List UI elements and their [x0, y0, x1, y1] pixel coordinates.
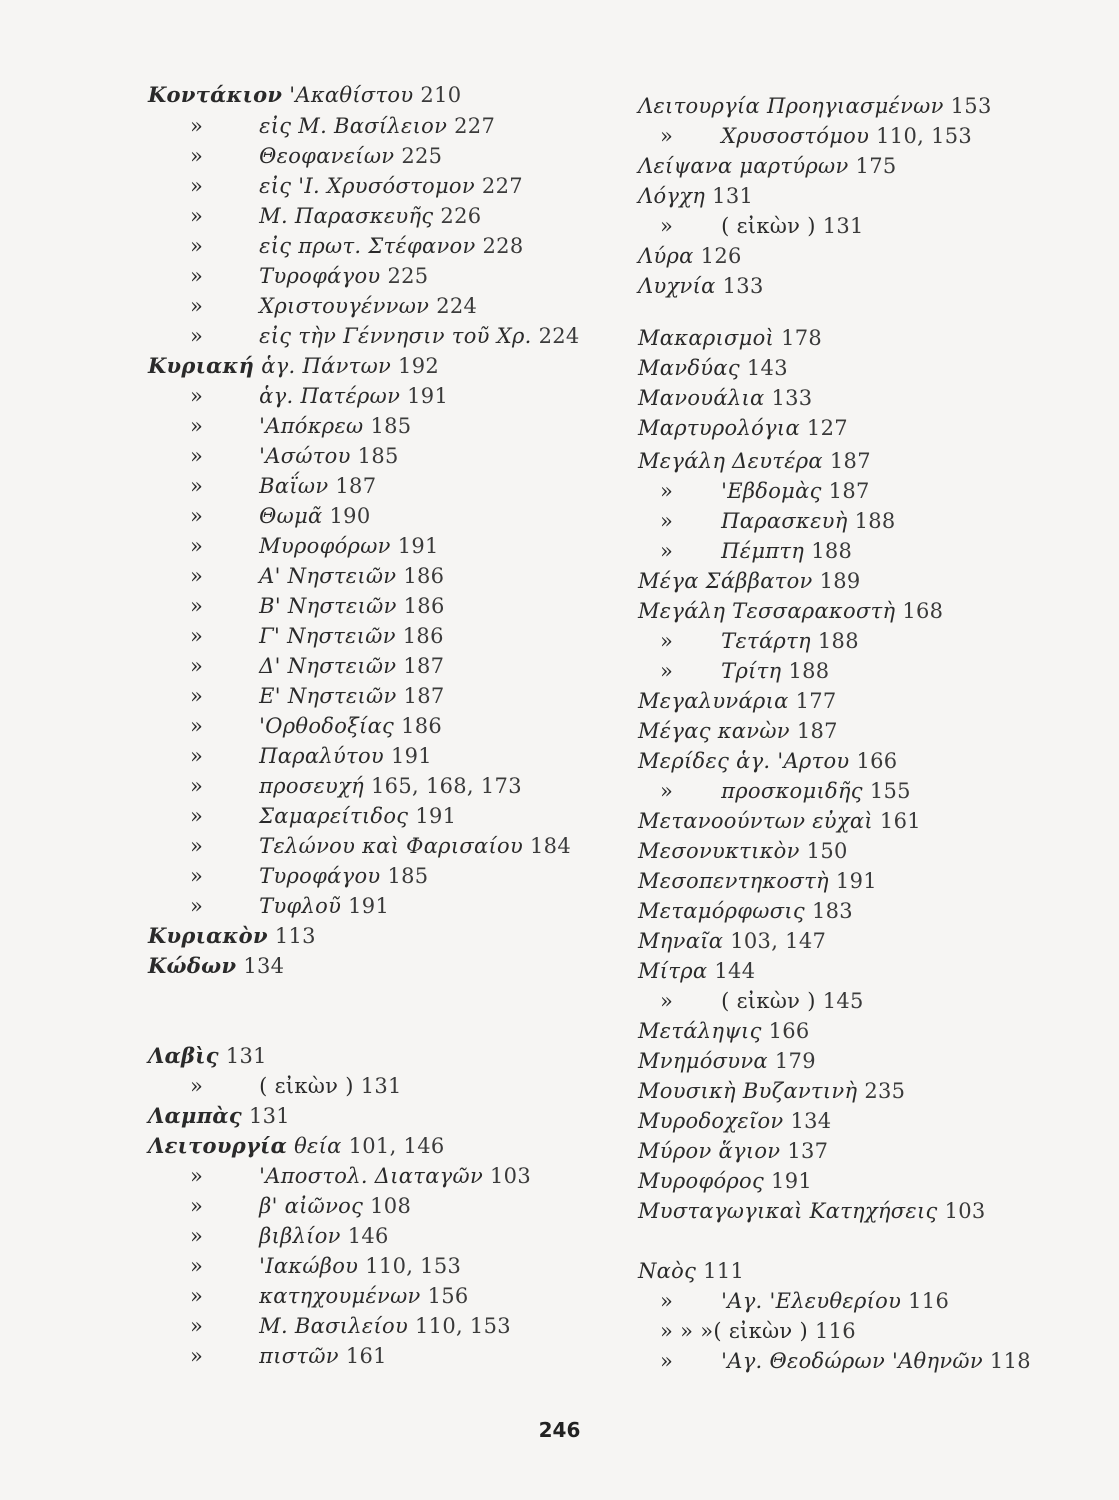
left-entry	[190, 1193, 411, 1219]
index-term: εἰς Μ. Βασίλειον	[259, 114, 448, 138]
index-term: Σαμαρείτιδος	[259, 804, 409, 828]
ditto-mark: »	[190, 474, 204, 498]
index-term: Λύρα	[638, 244, 694, 268]
index-term: ( εἰκὼν )	[713, 1319, 808, 1343]
index-term: Τυφλοῦ	[259, 894, 342, 918]
ditto-mark: »	[190, 624, 204, 648]
left-entry	[148, 953, 284, 979]
ditto-mark: »	[190, 834, 204, 858]
ditto-mark: »	[660, 479, 674, 503]
page-reference: 235	[864, 1079, 906, 1103]
index-term: 'Ακαθίστου	[289, 83, 414, 107]
ditto-mark: »	[190, 1224, 204, 1248]
index-heading: Λειτουργία	[148, 1133, 288, 1158]
ditto-mark: »	[190, 894, 204, 918]
left-entry	[190, 1283, 469, 1309]
index-term: Μακαρισμοὶ	[638, 326, 775, 350]
page-reference: 225	[401, 144, 443, 168]
page-reference: 150	[806, 839, 848, 863]
page-reference: 185	[357, 444, 399, 468]
right-entry	[638, 1198, 986, 1224]
index-term: Μηναῖα	[638, 929, 724, 953]
ditto-mark: »	[190, 414, 204, 438]
index-term: θεία	[294, 1134, 342, 1158]
index-term: Μεγαλυνάρια	[638, 689, 789, 713]
left-entry	[190, 203, 481, 229]
right-entry	[638, 1258, 744, 1284]
page-reference: 161	[879, 809, 921, 833]
left-entry	[190, 113, 495, 139]
right-entry	[638, 928, 826, 954]
index-term: ( εἰκὼν )	[721, 214, 816, 238]
right-entry	[638, 748, 897, 774]
page-reference: 189	[819, 569, 861, 593]
right-entry	[638, 1048, 816, 1074]
index-term: πιστῶν	[259, 1344, 339, 1368]
right-entry	[638, 183, 753, 209]
page-reference: 188	[788, 659, 830, 683]
index-term: ( εἰκὼν )	[259, 1074, 354, 1098]
left-entry	[190, 833, 571, 859]
left-entry	[190, 323, 580, 349]
index-term: βιβλίον	[259, 1224, 341, 1248]
page-reference: 103	[490, 1164, 531, 1188]
ditto-mark: »	[660, 1289, 674, 1313]
index-term: Μερίδες ἁγ. 'Αρτου	[638, 749, 850, 773]
right-entry	[638, 243, 742, 269]
page-reference: 166	[856, 749, 898, 773]
page-reference: 185	[370, 414, 412, 438]
index-term: Μεσονυκτικὸν	[638, 839, 800, 863]
index-heading: Κυριακὸν	[148, 923, 268, 948]
index-term: Μανδύας	[638, 356, 740, 380]
page-reference: 103, 147	[730, 929, 827, 953]
left-entry	[190, 593, 445, 619]
left-entry	[190, 563, 444, 589]
index-term: Β' Νηστειῶν	[259, 594, 397, 618]
page-reference: 101, 146	[348, 1134, 445, 1158]
right-entry	[638, 1168, 812, 1194]
ditto-mark: »	[190, 564, 204, 588]
index-term: Μανουάλια	[638, 386, 765, 410]
page-reference: 134	[790, 1109, 832, 1133]
left-entry	[148, 353, 439, 379]
ditto-mark: »	[190, 294, 204, 318]
ditto-mark: »	[660, 989, 674, 1013]
index-term: Μέγας κανὼν	[638, 719, 790, 743]
right-entry	[638, 448, 871, 474]
page-reference: 188	[811, 539, 853, 563]
index-term: Μυροδοχεῖον	[638, 1109, 784, 1133]
page-reference: 226	[440, 204, 482, 228]
page-reference: 190	[329, 504, 371, 528]
ditto-mark: »	[660, 509, 674, 533]
right-entry	[638, 1108, 831, 1134]
left-entry	[190, 803, 456, 829]
ditto-mark: »	[190, 774, 204, 798]
ditto-mark: »	[190, 804, 204, 828]
right-entry	[638, 355, 788, 381]
page-reference: 186	[403, 564, 445, 588]
index-heading: Κώδων	[148, 953, 237, 978]
ditto-mark: »	[190, 264, 204, 288]
index-term: Παραλύτου	[259, 744, 384, 768]
left-entry	[190, 1253, 461, 1279]
right-entry	[638, 838, 848, 864]
page-reference: 224	[436, 294, 478, 318]
page-reference: 191	[415, 804, 457, 828]
index-term: Λυχνία	[638, 274, 716, 298]
page-reference: 184	[530, 834, 571, 858]
page-reference: 143	[746, 356, 788, 380]
page-reference: 228	[482, 234, 524, 258]
index-term: Τυροφάγου	[259, 864, 381, 888]
ditto-mark: »	[190, 234, 204, 258]
ditto-mark: »	[660, 659, 674, 683]
page-reference: 153	[950, 94, 992, 118]
page-reference: 127	[806, 416, 848, 440]
index-term: Μεταμόρφωσις	[638, 899, 805, 923]
page-reference: 131	[248, 1104, 290, 1128]
index-term: Μνημόσυνα	[638, 1049, 768, 1073]
index-heading: Κυριακή	[148, 353, 255, 378]
page-reference: 186	[403, 594, 445, 618]
index-term: Δ' Νηστειῶν	[259, 654, 397, 678]
left-entry	[148, 1133, 445, 1159]
page-reference: 168	[902, 599, 944, 623]
ditto-mark: »	[190, 714, 204, 738]
ditto-mark: »	[190, 684, 204, 708]
page-reference: 175	[855, 154, 897, 178]
index-term: εἰς πρωτ. Στέφανον	[259, 234, 476, 258]
left-entry	[148, 82, 461, 108]
index-term: Μυροφόρων	[259, 534, 391, 558]
index-term: Μίτρα	[638, 959, 708, 983]
page-reference: 137	[787, 1139, 829, 1163]
page-reference: 144	[714, 959, 756, 983]
left-entry	[190, 233, 524, 259]
ditto-mark: »	[660, 124, 674, 148]
right-entry	[638, 568, 861, 594]
right-entry	[660, 1288, 949, 1314]
left-entry	[190, 653, 444, 679]
right-entry	[638, 808, 921, 834]
page-reference: 224	[538, 324, 580, 348]
page-reference: 191	[390, 744, 432, 768]
page-reference: 225	[387, 264, 429, 288]
ditto-mark: »	[190, 864, 204, 888]
index-term: 'Ορθοδοξίας	[259, 714, 395, 738]
index-term: 'Ιακώβου	[259, 1254, 359, 1278]
index-term: 'Εβδομὰς	[721, 479, 822, 503]
index-term: Μυσταγωγικαὶ Κατηχήσεις	[638, 1199, 938, 1223]
page-reference: 146	[347, 1224, 389, 1248]
page-reference: 156	[427, 1284, 469, 1308]
index-term: ( εἰκὼν )	[721, 989, 816, 1013]
index-term: προσευχή	[259, 774, 365, 798]
page-reference: 133	[722, 274, 764, 298]
right-entry	[638, 1018, 810, 1044]
page-reference: 179	[774, 1049, 816, 1073]
index-term: Ναὸς	[638, 1259, 697, 1283]
page-reference: 131	[225, 1044, 267, 1068]
index-heading: Λαμπὰς	[148, 1103, 242, 1128]
left-entry	[190, 1073, 402, 1099]
index-heading: Κοντάκιον	[148, 82, 283, 107]
ditto-mark: »	[190, 1194, 204, 1218]
index-term: Α' Νηστειῶν	[259, 564, 397, 588]
left-entry	[190, 413, 411, 439]
index-term: 'Ασώτου	[259, 444, 351, 468]
right-entry	[660, 988, 864, 1014]
index-term: Γ' Νηστειῶν	[259, 624, 396, 648]
right-entry	[638, 598, 943, 624]
right-entry	[638, 325, 822, 351]
right-entry	[638, 153, 897, 179]
right-entry	[660, 1348, 1031, 1374]
left-entry	[190, 1163, 531, 1189]
page-reference: 191	[348, 894, 390, 918]
left-entry	[190, 1223, 389, 1249]
page-reference: 210	[420, 83, 462, 107]
page-reference: 188	[817, 629, 859, 653]
left-entry	[190, 743, 432, 769]
right-entry	[660, 478, 870, 504]
left-entry	[190, 623, 444, 649]
right-entry	[638, 415, 848, 441]
right-entry	[660, 1318, 856, 1344]
index-term: Χρυσοστόμου	[721, 124, 870, 148]
page-reference: 178	[781, 326, 823, 350]
page-reference: 110, 153	[876, 124, 973, 148]
ditto-mark: »	[190, 1344, 204, 1368]
left-entry	[190, 683, 445, 709]
ditto-mark: »	[190, 1254, 204, 1278]
page-reference: 133	[771, 386, 813, 410]
left-entry	[190, 173, 523, 199]
page-reference: 166	[768, 1019, 810, 1043]
page-reference: 131	[360, 1074, 402, 1098]
right-entry	[638, 688, 837, 714]
page-reference: 191	[835, 869, 877, 893]
index-term: Μετανοούντων εὐχαὶ	[638, 809, 873, 833]
index-term: Λόγχη	[638, 184, 706, 208]
left-entry	[190, 473, 376, 499]
ditto-mark: »	[660, 629, 674, 653]
ditto-mark: »	[190, 204, 204, 228]
page-reference: 192	[398, 354, 440, 378]
left-entry	[190, 443, 399, 469]
right-entry	[638, 385, 812, 411]
index-term: 'Αποστολ. Διαταγῶν	[259, 1164, 484, 1188]
page-reference: 116	[814, 1319, 856, 1343]
index-term: προσκομιδῆς	[721, 779, 863, 803]
index-term: Ε' Νηστειῶν	[259, 684, 397, 708]
index-term: 'Αγ. 'Ελευθερίου	[721, 1289, 902, 1313]
right-entry	[660, 778, 911, 804]
ditto-mark: » » »	[660, 1319, 714, 1343]
page-reference: 187	[829, 449, 871, 473]
right-entry	[638, 1138, 828, 1164]
ditto-mark: »	[190, 384, 204, 408]
index-term: Μ. Βασιλείου	[259, 1314, 409, 1338]
left-entry	[190, 1313, 511, 1339]
page-reference: 145	[822, 989, 864, 1013]
left-entry	[190, 293, 477, 319]
right-entry	[638, 718, 838, 744]
left-entry	[148, 1103, 290, 1129]
ditto-mark: »	[190, 534, 204, 558]
page-reference: 134	[243, 954, 285, 978]
left-entry	[190, 263, 428, 289]
ditto-mark: »	[190, 744, 204, 768]
index-term: Τρίτη	[721, 659, 782, 683]
page-reference: 188	[854, 509, 896, 533]
ditto-mark: »	[190, 144, 204, 168]
ditto-mark: »	[190, 1314, 204, 1338]
right-entry	[638, 868, 877, 894]
page-reference: 187	[403, 684, 445, 708]
page-reference: 111	[703, 1259, 745, 1283]
index-term: Τυροφάγου	[259, 264, 381, 288]
page-reference: 186	[401, 714, 443, 738]
right-entry	[638, 93, 992, 119]
page-reference: 113	[274, 924, 316, 948]
page-reference: 187	[403, 654, 445, 678]
index-term: ἁγ. Πατέρων	[259, 384, 401, 408]
page-reference: 108	[370, 1194, 412, 1218]
left-entry	[190, 533, 439, 559]
ditto-mark: »	[660, 214, 674, 238]
index-term: Τετάρτη	[721, 629, 811, 653]
page-number: 246	[538, 1418, 581, 1442]
ditto-mark: »	[660, 539, 674, 563]
index-term: Μ. Παρασκευῆς	[259, 204, 434, 228]
left-entry	[190, 1343, 387, 1369]
index-term: 'Αγ. Θεοδώρων 'Αθηνῶν	[721, 1349, 983, 1373]
page-reference: 191	[771, 1169, 813, 1193]
ditto-mark: »	[190, 1164, 204, 1188]
index-heading: Λαβὶς	[148, 1043, 219, 1068]
page-reference: 183	[811, 899, 853, 923]
page-reference: 186	[402, 624, 444, 648]
index-term: Χριστουγέννων	[259, 294, 430, 318]
page-reference: 187	[828, 479, 870, 503]
index-term: εἰς τὴν Γέννησιν τοῦ Χρ.	[259, 324, 532, 348]
page-reference: 191	[407, 384, 449, 408]
left-entry	[190, 143, 442, 169]
right-entry	[660, 538, 852, 564]
ditto-mark: »	[190, 1074, 204, 1098]
index-term: Μουσικὴ Βυζαντινὴ	[638, 1079, 858, 1103]
page-reference: 187	[335, 474, 377, 498]
page-reference: 131	[822, 214, 864, 238]
right-entry	[638, 898, 853, 924]
index-term: β' αἰῶνος	[259, 1194, 364, 1218]
index-term: Βαΐων	[259, 474, 329, 498]
ditto-mark: »	[190, 174, 204, 198]
ditto-mark: »	[190, 594, 204, 618]
index-term: Παρασκευὴ	[721, 509, 848, 533]
index-term: Θεοφανείων	[259, 144, 395, 168]
right-entry	[660, 213, 864, 239]
index-term: ἁγ. Πάντων	[261, 354, 392, 378]
index-term: Μεσοπεντηκοστὴ	[638, 869, 829, 893]
page-reference: 187	[796, 719, 838, 743]
left-entry	[190, 893, 389, 919]
page-reference: 165, 168, 173	[371, 774, 522, 798]
right-entry	[638, 273, 764, 299]
index-term: Μετάληψις	[638, 1019, 762, 1043]
page-reference: 185	[387, 864, 429, 888]
page-reference: 161	[345, 1344, 387, 1368]
index-term: Μυροφόρος	[638, 1169, 765, 1193]
page-reference: 191	[397, 534, 439, 558]
ditto-mark: »	[190, 444, 204, 468]
ditto-mark: »	[190, 324, 204, 348]
page-reference: 227	[454, 114, 496, 138]
right-entry	[638, 958, 755, 984]
page-reference: 126	[700, 244, 742, 268]
left-entry	[190, 383, 448, 409]
ditto-mark: »	[190, 504, 204, 528]
right-entry	[660, 123, 972, 149]
ditto-mark: »	[190, 114, 204, 138]
index-term: Μύρον ἅγιον	[638, 1139, 781, 1163]
page-reference: 118	[989, 1349, 1031, 1373]
index-term: Μαρτυρολόγια	[638, 416, 800, 440]
page-reference: 110, 153	[365, 1254, 462, 1278]
index-term: Μεγάλη Τεσσαρακοστὴ	[638, 599, 896, 623]
index-term: Λείψανα μαρτύρων	[638, 154, 849, 178]
left-entry	[148, 1043, 267, 1069]
page-reference: 227	[481, 174, 523, 198]
right-entry	[638, 1078, 905, 1104]
left-entry	[148, 923, 316, 949]
index-term: εἰς 'Ι. Χρυσόστομον	[259, 174, 475, 198]
index-term: Λειτουργία Προηγιασμένων	[638, 94, 944, 118]
page-reference: 103	[944, 1199, 986, 1223]
index-term: Θωμᾶ	[259, 504, 323, 528]
left-entry	[190, 863, 428, 889]
ditto-mark: »	[660, 779, 674, 803]
page-reference: 110, 153	[415, 1314, 511, 1338]
page-reference: 177	[795, 689, 837, 713]
right-entry	[660, 628, 859, 654]
index-term: Τελώνου καὶ Φαρισαίου	[259, 834, 524, 858]
page-reference: 116	[908, 1289, 950, 1313]
ditto-mark: »	[660, 1349, 674, 1373]
right-entry	[660, 508, 896, 534]
right-entry	[660, 658, 829, 684]
left-entry	[190, 773, 522, 799]
page-reference: 131	[712, 184, 754, 208]
index-term: Μεγάλη Δευτέρα	[638, 449, 823, 473]
index-term: 'Απόκρεω	[259, 414, 364, 438]
left-entry	[190, 713, 442, 739]
index-term: κατηχουμένων	[259, 1284, 421, 1308]
ditto-mark: »	[190, 654, 204, 678]
left-entry	[190, 503, 371, 529]
index-term: Πέμπτη	[721, 539, 805, 563]
ditto-mark: »	[190, 1284, 204, 1308]
page-reference: 155	[869, 779, 911, 803]
index-term: Μέγα Σάββατον	[638, 569, 813, 593]
